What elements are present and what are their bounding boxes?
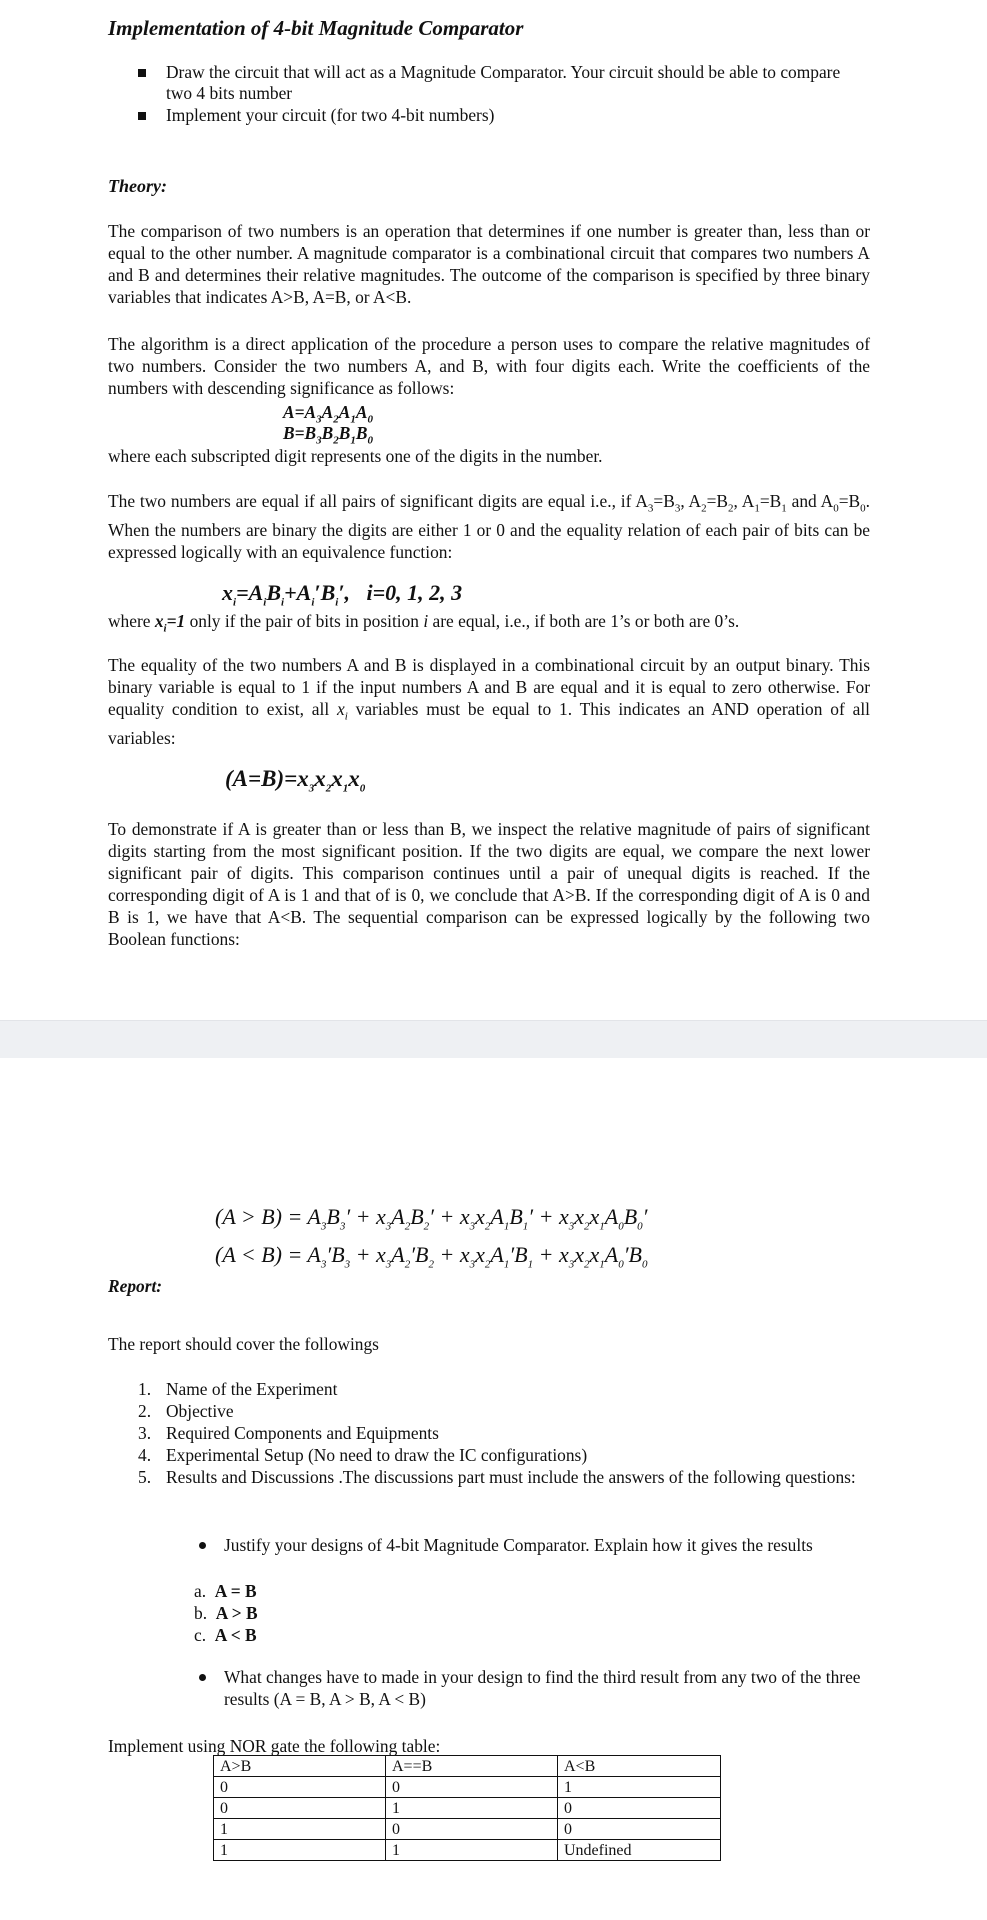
- subitem: b. A > B: [194, 1603, 258, 1623]
- report-intro: The report should cover the followings: [108, 1334, 379, 1354]
- column-header: A<B: [558, 1756, 721, 1777]
- equation-a: $A=A_3A_2A_1A_0$: [283, 402, 373, 426]
- theory-paragraph-2b: where each subscripted digit represents one of the digits in the number.: [108, 446, 603, 466]
- task-item: Implement your circuit (for two 4-bit numbers): [108, 105, 868, 126]
- theory-paragraph-2: The algorithm is a direct application of the procedure a person uses to compare the relative magnitudes of two numbers. Consider the two numbers A, and B, with four digits each. Write the coefficients of the numbers with descending significance as follows:: [108, 334, 870, 398]
- column-header: A==B: [386, 1756, 558, 1777]
- greater-than-equation: $(A > B) = A_3B_3' + x_3A_2B_2' + x_3x_2A_1B_1' + x_3x_2x_1A_0B_0'$: [215, 1204, 648, 1233]
- equality-equation: $(A=B)=x_3x_2x_1x_0$: [225, 766, 366, 795]
- equation-b: $B=B_3B_2B_1B_0$: [283, 423, 373, 447]
- table-cell: 1: [214, 1840, 386, 1861]
- question-1-subitems: [194, 1580, 258, 1646]
- implement-text: Implement using NOR gate the following table:: [108, 1736, 441, 1756]
- bullet-icon: [199, 1542, 206, 1549]
- page-two: [0, 1058, 987, 1920]
- theory-paragraph-1: The comparison of two numbers is an operation that determines if one number is greater than, less than or equal to the other number. A magnitude comparator is a combinational circuit that compares two numbers A and B and determines their relative magnitudes. The outcome of the comparison is specified by three binary variables that indicates A>B, A=B, or A<B.: [108, 221, 870, 307]
- table-cell: 1: [386, 1840, 558, 1861]
- truth-table: [213, 1755, 721, 1861]
- table-row: [214, 1840, 721, 1861]
- theory-paragraph-4: The equality of the two numbers A and B is displayed in a combinational circuit by an output binary. This binary variable is equal to 1 if the input numbers A and B are equal and it is equal to zero otherwise. For equality condition to exist, all $x_i$ variables must be equal to 1. This indicates an AND operation of all variables:: [108, 655, 870, 749]
- square-bullet-icon: [138, 112, 146, 120]
- document-title: Implementation of 4-bit Magnitude Comparator: [108, 16, 524, 40]
- square-bullet-icon: [138, 69, 146, 77]
- table-cell: Undefined: [558, 1840, 721, 1861]
- table-row: [214, 1777, 721, 1798]
- equivalence-equation: $x_i=A_iB_i+A_i'B_i'$, i=0, 1, 2, 3: [222, 580, 463, 609]
- theory-heading: Theory:: [108, 176, 167, 196]
- theory-paragraph-5: To demonstrate if A is greater than or less than B, we inspect the relative magnitude of pairs of significant digits starting from the most significant position. If the two digits are equal, we compare the next lower significant pair of digits. This comparison continues until a pair of unequal digits is reached. If the corresponding digit of A is 1 and that of is 0, we conclude that A>B. If the corresponding digit of A is 0 and B is 1, we have that A<B. The sequential comparison can be expressed logically by the following two Boolean functions:: [108, 819, 870, 949]
- table-cell: 0: [558, 1819, 721, 1840]
- table-cell: 0: [386, 1819, 558, 1840]
- bullet-icon: [199, 1674, 206, 1681]
- table-cell: 1: [558, 1777, 721, 1798]
- table-row: [214, 1798, 721, 1819]
- table-cell: 0: [214, 1777, 386, 1798]
- report-heading: Report:: [108, 1276, 163, 1296]
- table-header-row: [214, 1756, 721, 1777]
- task-list: [108, 62, 868, 127]
- report-item: 2. Objective: [138, 1401, 234, 1421]
- table-cell: 0: [214, 1798, 386, 1819]
- report-item: 3. Required Components and Equipments: [138, 1423, 439, 1443]
- report-item: 1. Name of the Experiment: [138, 1379, 338, 1399]
- report-list: [108, 1378, 870, 1488]
- subitem: a. A = B: [194, 1581, 257, 1601]
- table-cell: 0: [558, 1798, 721, 1819]
- less-than-equation: $(A < B) = A_3'B_3 + x_3A_2'B_2 + x_3x_2A_1'B_1 + x_3x_2x_1A_0'B_0$: [215, 1242, 648, 1271]
- question-1: Justify your designs of 4-bit Magnitude Comparator. Explain how it gives the results: [224, 1534, 864, 1556]
- report-item: 4. Experimental Setup (No need to draw the IC configurations): [138, 1445, 588, 1465]
- report-item: 5. Results and Discussions .The discussions part must include the answers of the following questions:: [138, 1467, 856, 1487]
- subitem: c. A < B: [194, 1625, 257, 1645]
- theory-paragraph-3: The two numbers are equal if all pairs of significant digits are equal i.e., if $A_3=B_3$, $A_2=B_2$, $A_1=B_1$ and $A_0=B_0$. When the numbers are binary the digits are either 1 or 0 and the equality relation of each pair of bits can be expressed logically with an equivalence function:: [108, 491, 870, 563]
- column-header: A>B: [214, 1756, 386, 1777]
- task-item: Draw the circuit that will act as a Magnitude Comparator. Your circuit should be able to compare two 4 bits number: [108, 62, 868, 104]
- table-cell: 1: [214, 1819, 386, 1840]
- table-cell: 0: [386, 1777, 558, 1798]
- theory-paragraph-3b: where $x_i=1$ only if the pair of bits in position i are equal, i.e., if both are 1’s or both are 0’s.: [108, 611, 740, 635]
- table-cell: 1: [386, 1798, 558, 1819]
- question-2: What changes have to made in your design to find the third result from any two of the three results (A = B, A > B, A < B): [224, 1666, 864, 1710]
- table-row: [214, 1819, 721, 1840]
- page-separator: [0, 1020, 987, 1059]
